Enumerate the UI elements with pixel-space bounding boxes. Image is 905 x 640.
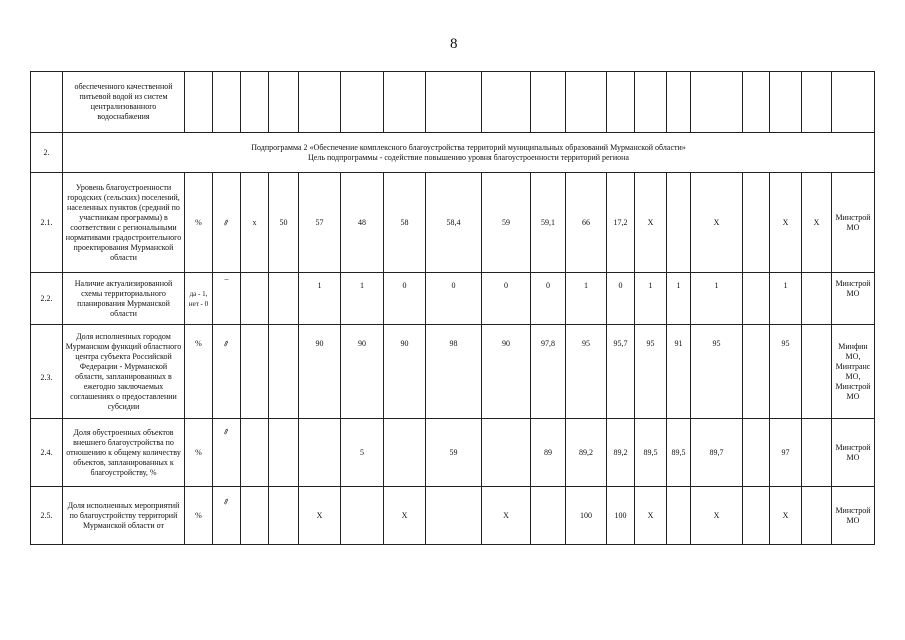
subprogram-row (31, 133, 875, 173)
value-cell: 95 (635, 325, 667, 419)
value-cell: 89,7 (691, 419, 743, 487)
arrow-up-icon: ⇗ (221, 426, 232, 437)
subprogram-goal: Цель подпрограммы - содействие повышению уровня благоустроенности территорий региона (308, 152, 629, 162)
table-row (31, 419, 875, 487)
indicator-name: Уровень благоустроенности городских (сельских) поселений, населенных пунктов (средний по участникам программы) в соответствии с региональными нормативами градостроительного проектирования Мурманской области (63, 173, 185, 273)
unit: % (185, 487, 213, 545)
value-cell: 0 (384, 273, 426, 325)
value-cell: X (802, 173, 832, 273)
unit: % (185, 419, 213, 487)
value-cell: 0 (531, 273, 566, 325)
value-cell (299, 419, 341, 487)
value-cell: 48 (341, 173, 384, 273)
indicators-table (30, 71, 875, 545)
value-cell: 97 (770, 419, 802, 487)
value-cell (743, 173, 770, 273)
value-cell (743, 325, 770, 419)
value-cell: X (770, 173, 802, 273)
arrow-up-icon: ⇗ (221, 216, 232, 228)
direction-cell (213, 273, 241, 325)
value-cell: 95 (691, 325, 743, 419)
subprogram-title: Подпрограмма 2 «Обеспечение комплексного благоустройства территорий муниципальных образований Мурманской области» (251, 142, 686, 152)
table-row (31, 173, 875, 273)
value-cell: 89,5 (667, 419, 691, 487)
value-cell (341, 487, 384, 545)
value-cell (667, 173, 691, 273)
indicator-name: Доля обустроенных объектов внешнего благоустройства по отношению к общему количеству объектов, запланированных к благоустройству, % (63, 419, 185, 487)
subprogram-heading (63, 133, 875, 173)
value-cell: 90 (299, 325, 341, 419)
value-cell (241, 487, 269, 545)
value-cell: 89,2 (566, 419, 607, 487)
indicator-name: Доля исполненных мероприятий по благоустройству территорий Мурманской области от (63, 487, 185, 545)
unit: % (185, 325, 213, 419)
value-cell: 59 (482, 173, 531, 273)
indicator-name: Наличие актуализированной схемы территориального планирования Мурманской области (63, 273, 185, 325)
row-index: 2.3. (31, 325, 63, 419)
value-cell (802, 419, 832, 487)
value-cell: 0 (607, 273, 635, 325)
value-cell: 57 (299, 173, 341, 273)
indicator-name: Доля исполненных городом Мурманском функций областного центра субъекта Российской Федерации - Мурманской области, запланированных в ежегодно заключаемых соглашениях о предоставлении субсидии (63, 325, 185, 419)
value-cell: 1 (299, 273, 341, 325)
direction-cell (213, 325, 241, 419)
value-cell: X (384, 487, 426, 545)
value-cell: 59,1 (531, 173, 566, 273)
value-cell: 1 (341, 273, 384, 325)
value-cell (241, 419, 269, 487)
value-cell (241, 273, 269, 325)
value-cell: 90 (384, 325, 426, 419)
value-cell: 100 (607, 487, 635, 545)
value-cell: 89,2 (607, 419, 635, 487)
value-cell (269, 419, 299, 487)
value-cell (743, 273, 770, 325)
responsible: Минстрой МО (832, 273, 875, 325)
value-cell: 1 (770, 273, 802, 325)
value-cell: 17,2 (607, 173, 635, 273)
table-row (31, 325, 875, 419)
value-cell: 95 (566, 325, 607, 419)
table-row (31, 487, 875, 545)
dash-icon: – (224, 274, 229, 283)
value-cell: 1 (635, 273, 667, 325)
table-row (31, 273, 875, 325)
value-cell (384, 419, 426, 487)
value-cell: 97,8 (531, 325, 566, 419)
page-number: 8 (450, 36, 458, 52)
value-cell: X (691, 173, 743, 273)
value-cell: 95,7 (607, 325, 635, 419)
value-cell (531, 487, 566, 545)
direction-cell (213, 419, 241, 487)
value-cell: 66 (566, 173, 607, 273)
unit: да - 1, нет - 0 (185, 273, 213, 325)
direction-cell (213, 487, 241, 545)
value-cell: X (691, 487, 743, 545)
value-cell: 1 (691, 273, 743, 325)
value-cell: X (299, 487, 341, 545)
value-cell: 1 (566, 273, 607, 325)
value-cell (269, 487, 299, 545)
value-cell (482, 419, 531, 487)
value-cell: 90 (341, 325, 384, 419)
value-cell: X (482, 487, 531, 545)
value-cell: 0 (426, 273, 482, 325)
value-cell: X (770, 487, 802, 545)
value-cell: 95 (770, 325, 802, 419)
continuation-row (31, 72, 875, 133)
value-cell: 58,4 (426, 173, 482, 273)
value-cell (802, 273, 832, 325)
value-cell: 58 (384, 173, 426, 273)
value-cell (241, 325, 269, 419)
value-cell (426, 487, 482, 545)
value-cell: X (635, 487, 667, 545)
cell-empty (31, 72, 63, 133)
responsible: Минфин МО, Минтранс МО, Минстрой МО (832, 325, 875, 419)
responsible: Минстрой МО (832, 419, 875, 487)
arrow-up-icon: ⇗ (221, 496, 232, 507)
value-cell: 89 (531, 419, 566, 487)
direction-cell (213, 173, 241, 273)
responsible: Минстрой МО (832, 487, 875, 545)
value-cell (269, 325, 299, 419)
value-cell: 90 (482, 325, 531, 419)
value-cell: 5 (341, 419, 384, 487)
value-cell (743, 419, 770, 487)
subprogram-index: 2. (31, 133, 63, 173)
row-index: 2.4. (31, 419, 63, 487)
value-cell: 100 (566, 487, 607, 545)
value-cell: X (635, 173, 667, 273)
value-cell: 59 (426, 419, 482, 487)
row-index: 2.5. (31, 487, 63, 545)
value-cell (667, 487, 691, 545)
value-cell: 89,5 (635, 419, 667, 487)
value-cell: 98 (426, 325, 482, 419)
arrow-up-icon: ⇗ (221, 338, 232, 349)
row-index: 2.1. (31, 173, 63, 273)
unit: % (185, 173, 213, 273)
value-cell: 91 (667, 325, 691, 419)
value-cell (269, 273, 299, 325)
value-cell: 1 (667, 273, 691, 325)
value-cell: 50 (269, 173, 299, 273)
value-cell (802, 487, 832, 545)
responsible: Минстрой МО (832, 173, 875, 273)
row-index: 2.2. (31, 273, 63, 325)
continuation-text: обеспеченного качественной питьевой водой из систем централизованного водоснабжения (63, 72, 185, 133)
value-cell (802, 325, 832, 419)
value-cell: 0 (482, 273, 531, 325)
value-cell (743, 487, 770, 545)
value-cell: x (241, 173, 269, 273)
